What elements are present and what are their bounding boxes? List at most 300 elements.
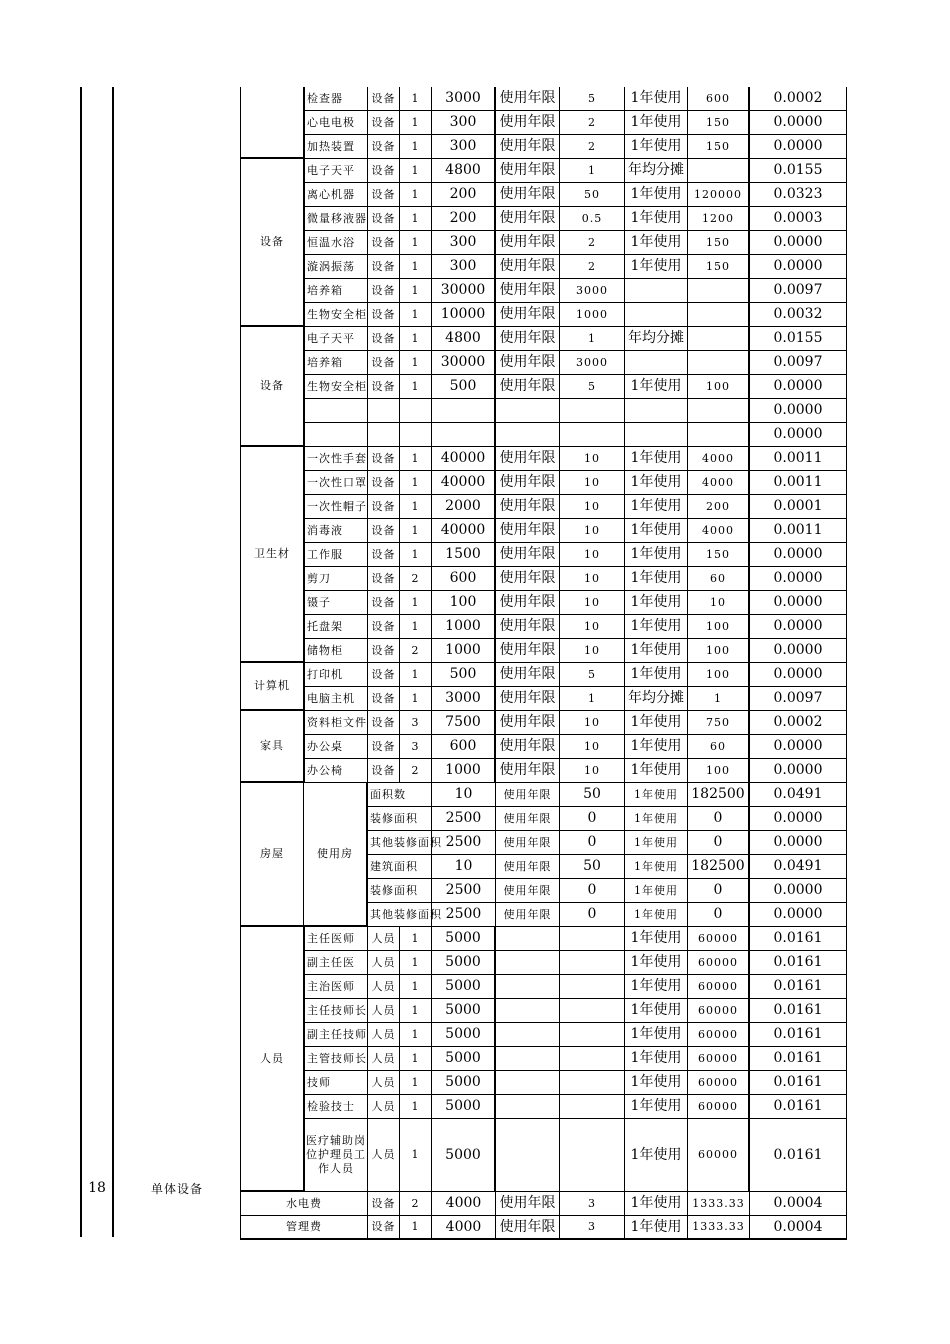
unit-price: 300 [432, 231, 496, 255]
term-value: 5 [560, 87, 625, 111]
category: 设备 [368, 615, 400, 639]
period-label: 1年使用 [625, 807, 688, 831]
unit-price: 40000 [432, 519, 496, 543]
amount-value [688, 423, 750, 447]
amount-value [688, 327, 750, 351]
amount-value: 150 [688, 255, 750, 279]
term-label: 使用年限 [496, 543, 560, 567]
period-label: 1年使用 [625, 207, 688, 231]
ratio-value: 0.0097 [750, 687, 847, 711]
term-value [560, 1047, 625, 1071]
term-value: 10 [560, 567, 625, 591]
term-value: 10 [560, 759, 625, 783]
unit-price: 5000 [432, 1071, 496, 1095]
term-label: 使用年限 [496, 231, 560, 255]
amount-value: 60000 [688, 927, 750, 951]
quantity: 1 [400, 999, 432, 1023]
quantity: 1 [400, 663, 432, 687]
term-value: 0.5 [560, 207, 625, 231]
term-value [560, 1023, 625, 1047]
term-value: 3000 [560, 351, 625, 375]
amount-value: 150 [688, 111, 750, 135]
item-label: 一次性手套 [304, 447, 368, 471]
category: 设备 [368, 687, 400, 711]
group-label: 设备 [240, 159, 304, 327]
ratio-value: 0.0161 [750, 1095, 847, 1119]
term-value: 1 [560, 159, 625, 183]
category: 设备 [368, 231, 400, 255]
amount-value: 100 [688, 615, 750, 639]
item-label: 资料柜文件 [304, 711, 368, 735]
period-label [625, 303, 688, 327]
unit-price: 500 [432, 663, 496, 687]
quantity: 1 [400, 207, 432, 231]
term-label: 使用年限 [496, 207, 560, 231]
category: 设备 [368, 327, 400, 351]
amount-value: 0 [688, 879, 750, 903]
quantity: 1 [400, 1071, 432, 1095]
term-value: 10 [560, 447, 625, 471]
item-label: 医疗辅助岗位护理员工作人员 [304, 1119, 368, 1192]
quantity: 1 [400, 927, 432, 951]
term-label [496, 1023, 560, 1047]
amount-value: 60 [688, 735, 750, 759]
amount-value: 150 [688, 135, 750, 159]
category: 人员 [368, 999, 400, 1023]
unit-price: 200 [432, 207, 496, 231]
item-label [304, 423, 368, 447]
period-label [625, 423, 688, 447]
term-value [560, 999, 625, 1023]
category: 设备 [368, 351, 400, 375]
term-value: 10 [560, 711, 625, 735]
period-label: 1年使用 [625, 255, 688, 279]
ratio-value: 0.0000 [750, 615, 847, 639]
term-label [496, 951, 560, 975]
amount-value: 100 [688, 639, 750, 663]
term-label: 使用年限 [496, 351, 560, 375]
term-label: 使用年限 [496, 135, 560, 159]
category: 设备 [368, 207, 400, 231]
ratio-value: 0.0000 [750, 111, 847, 135]
group-label: 卫生材 [240, 447, 304, 663]
term-value [560, 399, 625, 423]
category: 人员 [368, 1047, 400, 1071]
term-label: 使用年限 [496, 783, 560, 807]
room-area-label: 其他装修面积 [368, 831, 432, 855]
term-label: 使用年限 [496, 615, 560, 639]
period-label: 1年使用 [625, 1216, 688, 1240]
item-label: 一次性口罩 [304, 471, 368, 495]
item-label: 电子天平 [304, 327, 368, 351]
category: 设备 [368, 87, 400, 111]
term-label: 使用年限 [496, 279, 560, 303]
quantity: 1 [400, 495, 432, 519]
room-area-label: 装修面积 [368, 879, 432, 903]
period-label: 1年使用 [625, 591, 688, 615]
term-value: 3 [560, 1216, 625, 1240]
period-label: 1年使用 [625, 495, 688, 519]
amount-value: 1333.33 [688, 1216, 750, 1240]
ratio-value: 0.0000 [750, 543, 847, 567]
quantity: 2 [400, 567, 432, 591]
amount-value: 1200 [688, 207, 750, 231]
unit-price [432, 399, 496, 423]
ratio-value: 0.0161 [750, 1023, 847, 1047]
unit-price: 600 [432, 735, 496, 759]
quantity: 1 [400, 183, 432, 207]
amount-value [688, 399, 750, 423]
amount-value: 60000 [688, 975, 750, 999]
term-value: 50 [560, 855, 625, 879]
amount-value [688, 303, 750, 327]
item-label: 消毒液 [304, 519, 368, 543]
ratio-value: 0.0323 [750, 183, 847, 207]
quantity: 1 [400, 591, 432, 615]
period-label: 1年使用 [625, 375, 688, 399]
amount-value [688, 279, 750, 303]
amount-value: 60000 [688, 1071, 750, 1095]
term-value: 10 [560, 591, 625, 615]
item-label: 办公椅 [304, 759, 368, 783]
term-value: 2 [560, 231, 625, 255]
ratio-value: 0.0011 [750, 447, 847, 471]
category: 设备 [368, 567, 400, 591]
ratio-value: 0.0011 [750, 519, 847, 543]
period-label: 1年使用 [625, 471, 688, 495]
quantity: 2 [400, 759, 432, 783]
ratio-value: 0.0161 [750, 951, 847, 975]
term-value: 0 [560, 807, 625, 831]
period-label: 1年使用 [625, 1119, 688, 1192]
quantity: 1 [400, 351, 432, 375]
ratio-value: 0.0001 [750, 495, 847, 519]
term-value: 3 [560, 1192, 625, 1216]
ratio-value: 0.0161 [750, 999, 847, 1023]
item-label: 托盘架 [304, 615, 368, 639]
term-label [496, 1119, 560, 1192]
period-label: 1年使用 [625, 543, 688, 567]
term-label [496, 1047, 560, 1071]
quantity: 1 [400, 951, 432, 975]
item-label: 主任技师长 [304, 999, 368, 1023]
unit-price: 300 [432, 111, 496, 135]
term-label: 使用年限 [496, 711, 560, 735]
item-label: 检验技士 [304, 1095, 368, 1119]
period-label: 1年使用 [625, 1047, 688, 1071]
ratio-value: 0.0000 [750, 831, 847, 855]
term-value: 10 [560, 735, 625, 759]
term-label [496, 999, 560, 1023]
amount-value: 100 [688, 663, 750, 687]
item-label: 剪刀 [304, 567, 368, 591]
term-value: 10 [560, 519, 625, 543]
category: 人员 [368, 1023, 400, 1047]
group-label: 人员 [240, 927, 304, 1192]
ratio-value: 0.0000 [750, 903, 847, 927]
category: 人员 [368, 1119, 400, 1192]
period-label: 1年使用 [625, 879, 688, 903]
ratio-value: 0.0161 [750, 1071, 847, 1095]
amount-value: 100 [688, 375, 750, 399]
quantity: 1 [400, 135, 432, 159]
category: 人员 [368, 951, 400, 975]
unit-price: 1500 [432, 543, 496, 567]
unit-price: 5000 [432, 927, 496, 951]
item-name: 单体设备 [150, 1182, 203, 1196]
period-label: 1年使用 [625, 783, 688, 807]
period-label: 1年使用 [625, 999, 688, 1023]
unit-price: 5000 [432, 951, 496, 975]
category: 设备 [368, 591, 400, 615]
item-label: 微量移液器 [304, 207, 368, 231]
ratio-value: 0.0000 [750, 879, 847, 903]
group-label: 计算机 [240, 663, 304, 711]
category: 设备 [368, 711, 400, 735]
category [368, 399, 400, 423]
ratio-value: 0.0161 [750, 927, 847, 951]
category: 设备 [368, 519, 400, 543]
room-area-label: 装修面积 [368, 807, 432, 831]
amount-value: 60000 [688, 1119, 750, 1192]
term-value [560, 1095, 625, 1119]
term-value [560, 951, 625, 975]
group-label [240, 87, 304, 159]
unit-price: 1000 [432, 759, 496, 783]
room-sub-label: 使用房 [304, 783, 368, 927]
ratio-value: 0.0000 [750, 255, 847, 279]
ratio-value: 0.0004 [750, 1192, 847, 1216]
ratio-value: 0.0032 [750, 303, 847, 327]
area-value: 2500 [432, 807, 496, 831]
term-label: 使用年限 [496, 303, 560, 327]
category: 设备 [368, 639, 400, 663]
term-label: 使用年限 [496, 1192, 560, 1216]
term-label [496, 1071, 560, 1095]
area-value: 2500 [432, 879, 496, 903]
term-value: 10 [560, 639, 625, 663]
category: 人员 [368, 1071, 400, 1095]
quantity: 1 [400, 255, 432, 279]
term-value: 2 [560, 135, 625, 159]
term-label: 使用年限 [496, 567, 560, 591]
amount-value: 200 [688, 495, 750, 519]
period-label: 年均分摊 [625, 159, 688, 183]
quantity [400, 423, 432, 447]
ratio-value: 0.0155 [750, 327, 847, 351]
ratio-value: 0.0000 [750, 663, 847, 687]
period-label [625, 351, 688, 375]
ratio-value: 0.0000 [750, 639, 847, 663]
unit-price: 300 [432, 135, 496, 159]
category: 设备 [368, 543, 400, 567]
term-label: 使用年限 [496, 831, 560, 855]
amount-value: 182500 [688, 855, 750, 879]
period-label: 1年使用 [625, 903, 688, 927]
unit-price: 100 [432, 591, 496, 615]
category: 设备 [368, 135, 400, 159]
amount-value: 0 [688, 831, 750, 855]
term-value: 3000 [560, 279, 625, 303]
period-label: 1年使用 [625, 735, 688, 759]
left-divider-line [112, 87, 114, 1237]
term-value: 0 [560, 903, 625, 927]
term-label: 使用年限 [496, 903, 560, 927]
item-label: 副主任医 [304, 951, 368, 975]
quantity: 1 [400, 519, 432, 543]
item-label: 加热装置 [304, 135, 368, 159]
category: 设备 [368, 1192, 400, 1216]
amount-value: 60 [688, 567, 750, 591]
category: 设备 [368, 471, 400, 495]
quantity: 1 [400, 279, 432, 303]
item-label [304, 399, 368, 423]
category: 设备 [368, 279, 400, 303]
group-label: 设备 [240, 327, 304, 447]
unit-price: 4800 [432, 327, 496, 351]
period-label: 1年使用 [625, 1192, 688, 1216]
term-value: 1 [560, 687, 625, 711]
amount-value: 10 [688, 591, 750, 615]
term-label: 使用年限 [496, 639, 560, 663]
quantity: 1 [400, 1023, 432, 1047]
quantity: 1 [400, 111, 432, 135]
period-label: 1年使用 [625, 975, 688, 999]
unit-price: 40000 [432, 447, 496, 471]
quantity: 1 [400, 615, 432, 639]
item-label: 生物安全柜 [304, 375, 368, 399]
term-label: 使用年限 [496, 735, 560, 759]
term-value: 0 [560, 831, 625, 855]
category: 设备 [368, 735, 400, 759]
room-area-label: 其他装修面积 [368, 903, 432, 927]
ratio-value: 0.0491 [750, 855, 847, 879]
ratio-value: 0.0011 [750, 471, 847, 495]
area-value: 10 [432, 855, 496, 879]
ratio-value: 0.0161 [750, 975, 847, 999]
period-label: 1年使用 [625, 711, 688, 735]
amount-value: 4000 [688, 519, 750, 543]
term-value: 2 [560, 111, 625, 135]
ratio-value: 0.0000 [750, 375, 847, 399]
unit-price: 5000 [432, 975, 496, 999]
unit-price: 5000 [432, 1119, 496, 1192]
period-label: 年均分摊 [625, 327, 688, 351]
period-label: 1年使用 [625, 639, 688, 663]
term-value: 2 [560, 255, 625, 279]
item-label: 漩涡振荡 [304, 255, 368, 279]
ratio-value: 0.0000 [750, 135, 847, 159]
term-label [496, 975, 560, 999]
term-label: 使用年限 [496, 855, 560, 879]
unit-price: 3000 [432, 87, 496, 111]
ratio-value: 0.0000 [750, 735, 847, 759]
amount-value: 100 [688, 759, 750, 783]
term-label: 使用年限 [496, 447, 560, 471]
category: 人员 [368, 1095, 400, 1119]
term-value: 10 [560, 471, 625, 495]
unit-price: 1000 [432, 615, 496, 639]
term-label: 使用年限 [496, 159, 560, 183]
item-label: 副主任技师 [304, 1023, 368, 1047]
term-value: 1000 [560, 303, 625, 327]
category: 设备 [368, 663, 400, 687]
amount-value: 60000 [688, 1095, 750, 1119]
term-value [560, 1119, 625, 1192]
item-label: 一次性帽子 [304, 495, 368, 519]
ratio-value: 0.0000 [750, 759, 847, 783]
quantity: 3 [400, 711, 432, 735]
ratio-value: 0.0002 [750, 711, 847, 735]
unit-price: 40000 [432, 471, 496, 495]
quantity: 1 [400, 687, 432, 711]
item-label: 工作服 [304, 543, 368, 567]
ratio-value: 0.0000 [750, 399, 847, 423]
ratio-value: 0.0000 [750, 423, 847, 447]
ratio-value: 0.0491 [750, 783, 847, 807]
period-label: 1年使用 [625, 1095, 688, 1119]
quantity: 1 [400, 1216, 432, 1240]
quantity: 1 [400, 231, 432, 255]
period-label: 1年使用 [625, 135, 688, 159]
term-label: 使用年限 [496, 687, 560, 711]
amount-value: 150 [688, 231, 750, 255]
term-label: 使用年限 [496, 327, 560, 351]
period-label: 1年使用 [625, 231, 688, 255]
unit-price: 300 [432, 255, 496, 279]
group-label: 房屋 [240, 783, 304, 927]
term-value: 50 [560, 783, 625, 807]
item-label: 心电电极 [304, 111, 368, 135]
term-label: 使用年限 [496, 471, 560, 495]
period-label: 1年使用 [625, 615, 688, 639]
period-label: 1年使用 [625, 447, 688, 471]
quantity: 1 [400, 471, 432, 495]
term-value: 5 [560, 375, 625, 399]
ratio-value: 0.0000 [750, 567, 847, 591]
amount-value: 150 [688, 543, 750, 567]
item-label: 镊子 [304, 591, 368, 615]
item-label: 技师 [304, 1071, 368, 1095]
quantity: 1 [400, 975, 432, 999]
room-area-label: 建筑面积 [368, 855, 432, 879]
term-value [560, 1071, 625, 1095]
ratio-value: 0.0004 [750, 1216, 847, 1240]
term-label: 使用年限 [496, 663, 560, 687]
unit-price: 4000 [432, 1216, 496, 1240]
period-label: 1年使用 [625, 87, 688, 111]
item-label: 主管技师长 [304, 1047, 368, 1071]
cost-table [240, 87, 847, 1240]
term-label: 使用年限 [496, 183, 560, 207]
quantity: 1 [400, 87, 432, 111]
room-area-label: 面积数 [368, 783, 432, 807]
term-value: 10 [560, 615, 625, 639]
category: 设备 [368, 303, 400, 327]
category: 设备 [368, 759, 400, 783]
amount-value: 600 [688, 87, 750, 111]
unit-price: 7500 [432, 711, 496, 735]
term-label: 使用年限 [496, 759, 560, 783]
quantity: 2 [400, 1192, 432, 1216]
left-border-line [80, 87, 82, 1237]
category: 人员 [368, 927, 400, 951]
amount-value: 4000 [688, 471, 750, 495]
amount-value: 750 [688, 711, 750, 735]
category: 设备 [368, 1216, 400, 1240]
amount-value: 0 [688, 903, 750, 927]
quantity: 1 [400, 1047, 432, 1071]
